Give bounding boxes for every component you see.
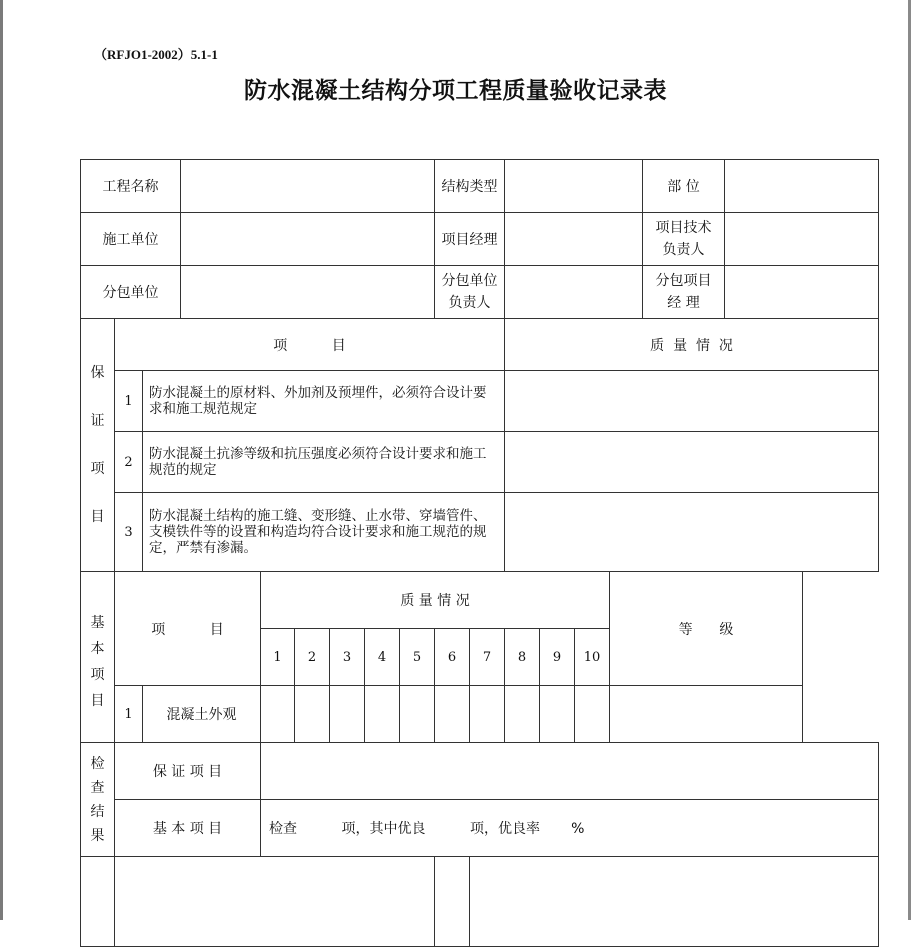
guarantee-side-char: 项 [90, 461, 105, 477]
quality-column-header: 6 [435, 629, 470, 686]
structure-type-label: 结构类型 [435, 160, 505, 213]
guarantee-item-text: 防水混凝土的原材料、外加剂及预埋件，必须符合设计要求和施工规范规定 [143, 371, 505, 432]
basic-item-no: 1 [115, 686, 143, 743]
signature-cell-1[interactable] [115, 857, 435, 947]
result-guarantee-label: 保 证 项 目 [115, 743, 261, 800]
basic-side-char: 本 [90, 641, 105, 657]
quality-cell[interactable] [575, 686, 610, 743]
result-side-char: 查 [90, 779, 105, 796]
basic-grade-header: 等 级 [610, 572, 803, 686]
guarantee-item-quality[interactable] [505, 493, 879, 572]
page-edge-left [0, 0, 3, 920]
guarantee-item-no: 3 [115, 493, 143, 572]
sub-lead-label-line1: 分包单位 [441, 273, 498, 289]
quality-cell[interactable] [540, 686, 575, 743]
result-side-char: 果 [90, 827, 105, 844]
quality-cell[interactable] [365, 686, 400, 743]
quality-cell[interactable] [330, 686, 365, 743]
guarantee-side-label [81, 319, 115, 572]
quality-cell[interactable] [435, 686, 470, 743]
row-result-guarantee [81, 743, 879, 800]
guarantee-row [81, 371, 879, 432]
tech-lead-value[interactable] [725, 213, 879, 266]
quality-cell[interactable] [261, 686, 295, 743]
quality-cell[interactable] [400, 686, 435, 743]
sub-lead-label [435, 266, 505, 319]
page-title: 防水混凝土结构分项工程质量验收记录表 [244, 78, 667, 104]
guarantee-side-char: 目 [90, 509, 105, 525]
result-side-char: 检 [90, 755, 105, 772]
row-basic-header [81, 572, 879, 629]
row-result-basic [81, 800, 879, 857]
quality-column-header: 3 [330, 629, 365, 686]
row-construction-unit [81, 213, 879, 266]
basic-item-text: 混凝土外观 [143, 686, 261, 743]
quality-column-header: 10 [575, 629, 610, 686]
guarantee-item-text: 防水混凝土结构的施工缝、变形缝、止水带、穿墙管件、支模铁件等的设置和构造均符合设计要求和施工规范的规定，严禁有渗漏。 [143, 493, 505, 572]
signature-cell-2[interactable] [470, 857, 879, 947]
guarantee-quality-header: 质 量 情 况 [505, 319, 879, 371]
form-code: （RFJO1-2002）5.1-1 [94, 47, 218, 62]
quality-cell[interactable] [295, 686, 330, 743]
basic-row [81, 686, 879, 743]
signature-side-cell [81, 857, 115, 947]
tech-lead-label-line1: 项目技术 [655, 220, 712, 236]
sub-manager-value[interactable] [725, 266, 879, 319]
basic-side-char: 基 [90, 615, 105, 631]
tech-lead-label-line2: 负责人 [662, 242, 705, 258]
location-value[interactable] [725, 160, 879, 213]
guarantee-row [81, 493, 879, 572]
sub-manager-label-line2: 经 理 [667, 295, 700, 311]
guarantee-row [81, 432, 879, 493]
quality-cell[interactable] [470, 686, 505, 743]
signature-divider-cell [435, 857, 470, 947]
guarantee-item-header: 项 目 [115, 319, 505, 371]
tech-lead-label [643, 213, 725, 266]
basic-side-label [81, 572, 115, 743]
result-guarantee-value[interactable] [261, 743, 879, 800]
project-manager-value[interactable] [505, 213, 643, 266]
quality-column-header: 4 [365, 629, 400, 686]
result-side-char: 结 [90, 803, 105, 820]
quality-column-header: 1 [261, 629, 295, 686]
basic-quality-header: 质 量 情 况 [261, 572, 610, 629]
row-project-name [81, 160, 879, 213]
sub-lead-value[interactable] [505, 266, 643, 319]
guarantee-side-char: 证 [90, 413, 105, 429]
project-manager-label: 项目经理 [435, 213, 505, 266]
quality-cell[interactable] [505, 686, 540, 743]
quality-column-header: 2 [295, 629, 330, 686]
row-guarantee-header [81, 319, 879, 371]
basic-item-header: 项 目 [115, 572, 261, 686]
construction-unit-value[interactable] [181, 213, 435, 266]
basic-side-char: 目 [90, 693, 105, 709]
project-name-value[interactable] [181, 160, 435, 213]
quality-record-table [80, 159, 879, 947]
location-label: 部 位 [643, 160, 725, 213]
guarantee-item-quality[interactable] [505, 371, 879, 432]
row-signature [81, 857, 879, 947]
guarantee-side-char: 保 [90, 365, 105, 381]
construction-unit-label: 施工单位 [81, 213, 181, 266]
subcontractor-value[interactable] [181, 266, 435, 319]
sub-manager-label [643, 266, 725, 319]
quality-column-header: 5 [400, 629, 435, 686]
subcontractor-label: 分包单位 [81, 266, 181, 319]
result-basic-label: 基 本 项 目 [115, 800, 261, 857]
guarantee-item-no: 2 [115, 432, 143, 493]
guarantee-item-text: 防水混凝土抗渗等级和抗压强度必须符合设计要求和施工规范的规定 [143, 432, 505, 493]
quality-column-header: 8 [505, 629, 540, 686]
result-side-label [81, 743, 115, 857]
basic-side-char: 项 [90, 667, 105, 683]
structure-type-value[interactable] [505, 160, 643, 213]
guarantee-item-no: 1 [115, 371, 143, 432]
sub-lead-label-line2: 负责人 [448, 295, 491, 311]
sub-manager-label-line1: 分包项目 [655, 273, 712, 289]
guarantee-item-quality[interactable] [505, 432, 879, 493]
result-basic-text: 检查 项，其中优良 项，优良率 % [261, 800, 879, 857]
basic-item-grade[interactable] [610, 686, 803, 743]
quality-column-header: 7 [470, 629, 505, 686]
project-name-label: 工程名称 [81, 160, 181, 213]
quality-column-header: 9 [540, 629, 575, 686]
row-subcontractor [81, 266, 879, 319]
